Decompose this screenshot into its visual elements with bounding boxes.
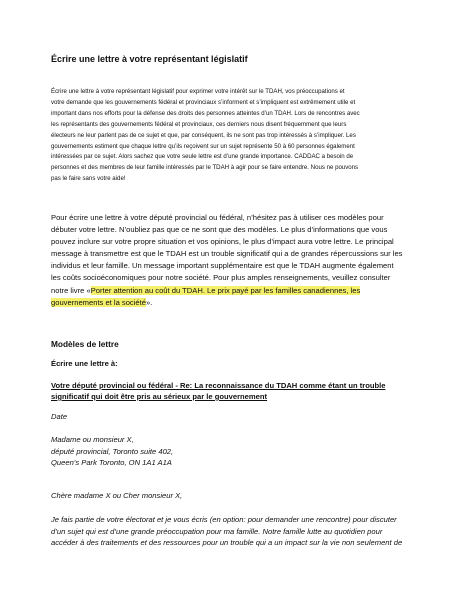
- letter-body: [51, 514, 402, 549]
- instructions-line: les coûts socioéconomiques pour notre société. Pour plus amples renseignements, veuillez consulter: [51, 273, 391, 283]
- instructions-line: Pour écrire une lettre à votre député provincial ou fédéral, n’hésitez pas à utiliser ces modèles pour: [51, 213, 384, 222]
- address-line: Queen’s Park Toronto, ON 1A1 A1A: [51, 458, 172, 468]
- letter-subject: [51, 380, 426, 402]
- intro-line: intéressées par ce sujet. Alors sachez que votre seule lettre est d’une grande importance. CADDAC a besoin de: [51, 153, 354, 161]
- instructions-line: débuter votre lettre. N’oubliez pas que ce ne sont que des modèles. Le plus d’informations que vous: [51, 225, 388, 235]
- intro-line: les représentants des gouvernements fédéral et provinciaux, ces derniers nous disent fréquemment que leurs: [51, 120, 347, 128]
- instructions-line: pouvez inclure sur votre propre situation et vos opinions, le plus d’impact aura votre lettre. Le principal: [51, 237, 394, 247]
- instructions-paragraph: [51, 212, 426, 309]
- instructions-line: individus et leur famille. Un message important supplémentaire est que le TDAH augmente également: [51, 261, 394, 271]
- intro-line: pas le faire sans votre aide!: [51, 175, 126, 183]
- intro-line: personnes et des membres de leur famille intéressés par le TDAH à agir pour se faire entendre. Nous ne pouvons: [51, 164, 359, 172]
- salutation: Chère madame X ou Cher monsieur X,: [51, 491, 183, 500]
- book-suffix: ».: [145, 297, 153, 307]
- subject-line: significatif qui doit être pris au sérieux par le gouvernement: [51, 392, 268, 401]
- intro-line: gouvernements estiment que chaque lettre qu’ils reçoivent sur un sujet représente 50 à 60 personnes également: [51, 142, 355, 150]
- body-line: d’un sujet qui est d’une grande préoccupation pour ma famille. Notre famille lutte au quotidien pour: [51, 526, 383, 536]
- instructions-line-book: [51, 285, 426, 297]
- intro-line: important dans nos efforts pour la défense des droits des personnes atteintes d’un TDAH. Lors de rencontres avec: [51, 109, 360, 117]
- subject-line: Votre député provincial ou fédéral - Re: La reconnaissance du TDAH comme étant un trouble: [51, 381, 386, 390]
- instructions-line-book-end: [51, 297, 426, 309]
- write-heading: Écrire une lettre à:: [51, 359, 118, 368]
- document-title: Écrire une lettre à votre représentant législatif: [51, 54, 248, 64]
- date-placeholder: Date: [51, 412, 68, 421]
- intro-line: électeurs ne leur parlent pas de ce sujet et que, par conséquent, ils ne sont pas trop intéressés à s’impliquer. Les: [51, 131, 356, 139]
- body-line: Je fais partie de votre électorat et je vous écris (en option: pour demander une rencontre) pour discuter: [51, 515, 397, 524]
- intro-line: Écrire une lettre à votre représentant législatif pour exprimer votre intérêt sur le TDAH, vos préoccupations et: [51, 88, 345, 95]
- intro-line: votre demande que les gouvernements fédéral et provinciaux s’informent et s’impliquent est extrêmement utile et: [51, 98, 356, 106]
- recipient-address: [51, 434, 173, 469]
- book-prefix: notre livre «: [51, 285, 91, 295]
- book-title-highlight: Porter attention au coût du TDAH. Le prix payé par les familles canadiennes, les: [90, 285, 361, 295]
- models-heading: Modèles de lettre: [51, 339, 119, 349]
- instructions-line: message à transmettre est que le TDAH est un trouble significatif qui a de grandes répercussions sur les: [51, 249, 403, 259]
- book-title-highlight: gouvernements et la société: [51, 297, 146, 307]
- address-line: Madame ou monsieur X,: [51, 435, 134, 444]
- body-line: accéder à des traitements et des ressources pour un trouble qui a un impact sur la vie non seulement de: [51, 538, 403, 548]
- intro-paragraph: [51, 87, 423, 185]
- address-line: député provincial, Toronto suite 402,: [51, 446, 174, 456]
